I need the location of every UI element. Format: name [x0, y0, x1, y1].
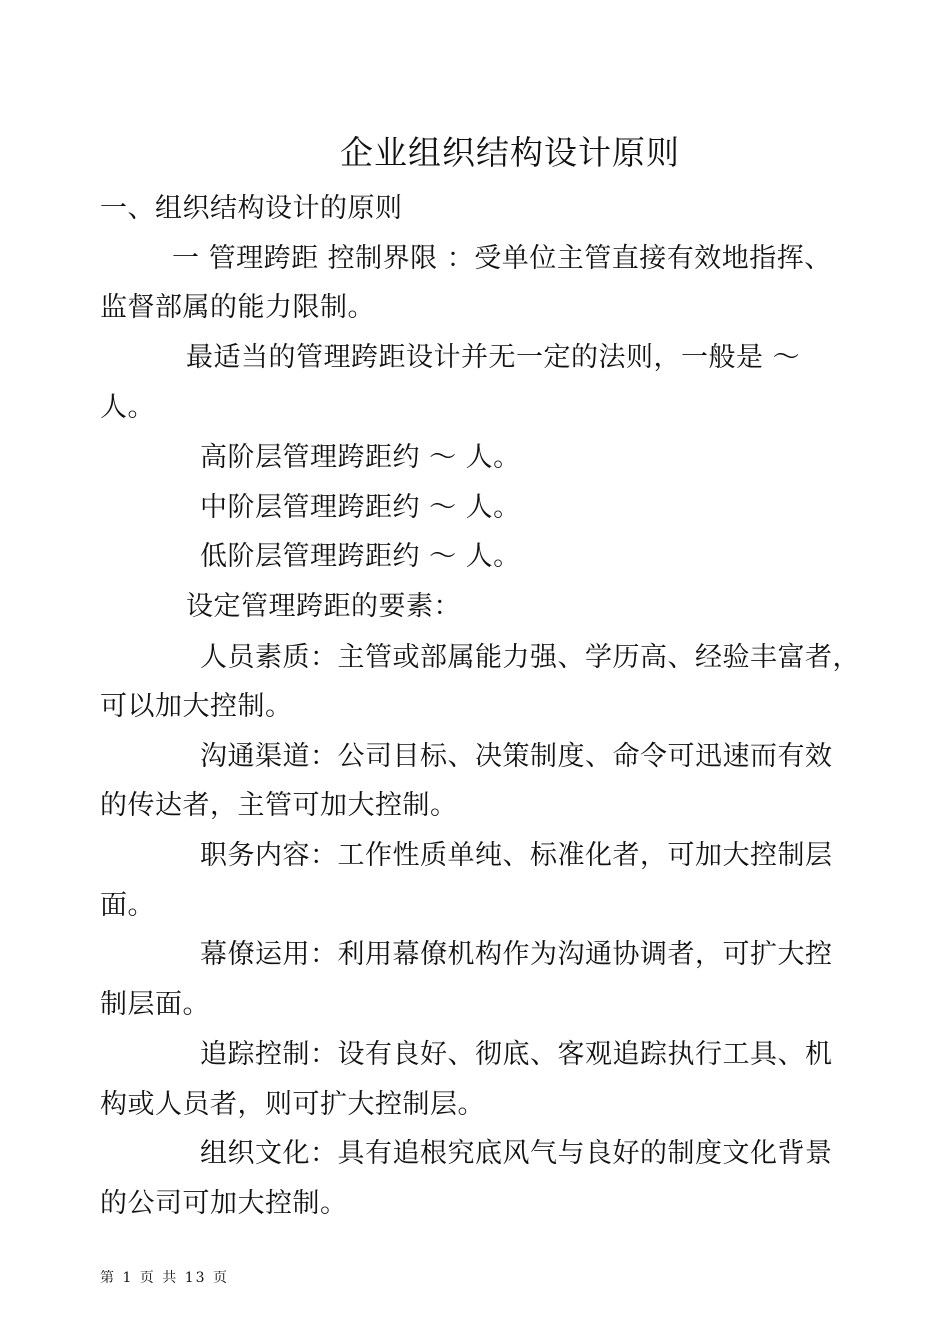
list-item: 高阶层管理跨距约 ～ 人。: [200, 442, 521, 473]
paragraph-line: 面。: [100, 890, 155, 921]
paragraph-line: 监督部属的能力限制。: [100, 292, 375, 323]
paragraph-line: 人。: [100, 392, 155, 423]
paragraph-line: 职务内容：工作性质单纯、标准化者，可加大控制层: [200, 840, 833, 871]
list-item: 中阶层管理跨距约 ～ 人。: [200, 492, 521, 523]
page-footer: 第 1 页 共 13 页: [100, 1270, 229, 1286]
paragraph-line: 构或人员者，则可扩大控制层。: [100, 1089, 485, 1120]
paragraph-line: 幕僚运用：利用幕僚机构作为沟通协调者，可扩大控: [200, 939, 833, 970]
paragraph-line: 沟通渠道：公司目标、决策制度、命令可迅速而有效: [200, 741, 833, 772]
subheading: 设定管理跨距的要素：: [186, 591, 461, 622]
document-title: 企业组织结构设计原则: [340, 133, 680, 172]
section-heading: 一、组织结构设计的原则: [100, 193, 403, 224]
paragraph-line: 制层面。: [100, 989, 210, 1020]
paragraph-line: 的传达者，主管可加大控制。: [100, 790, 458, 821]
paragraph-line: 的公司可加大控制。: [100, 1188, 348, 1219]
paragraph-line: 人员素质：主管或部属能力强、学历高、经验丰富者，: [200, 642, 860, 673]
paragraph-line: 最适当的管理跨距设计并无一定的法则，一般是 ～: [186, 342, 801, 373]
paragraph-line: 追踪控制：设有良好、彻底、客观追踪执行工具、机: [200, 1039, 833, 1070]
list-item: 低阶层管理跨距约 ～ 人。: [200, 541, 521, 572]
paragraph-line: 组织文化：具有追根究底风气与良好的制度文化背景: [200, 1138, 833, 1169]
paragraph-line: 一 管理跨距 控制界限 ：受单位主管直接有效地指挥、: [172, 243, 832, 274]
paragraph-line: 可以加大控制。: [100, 691, 293, 722]
